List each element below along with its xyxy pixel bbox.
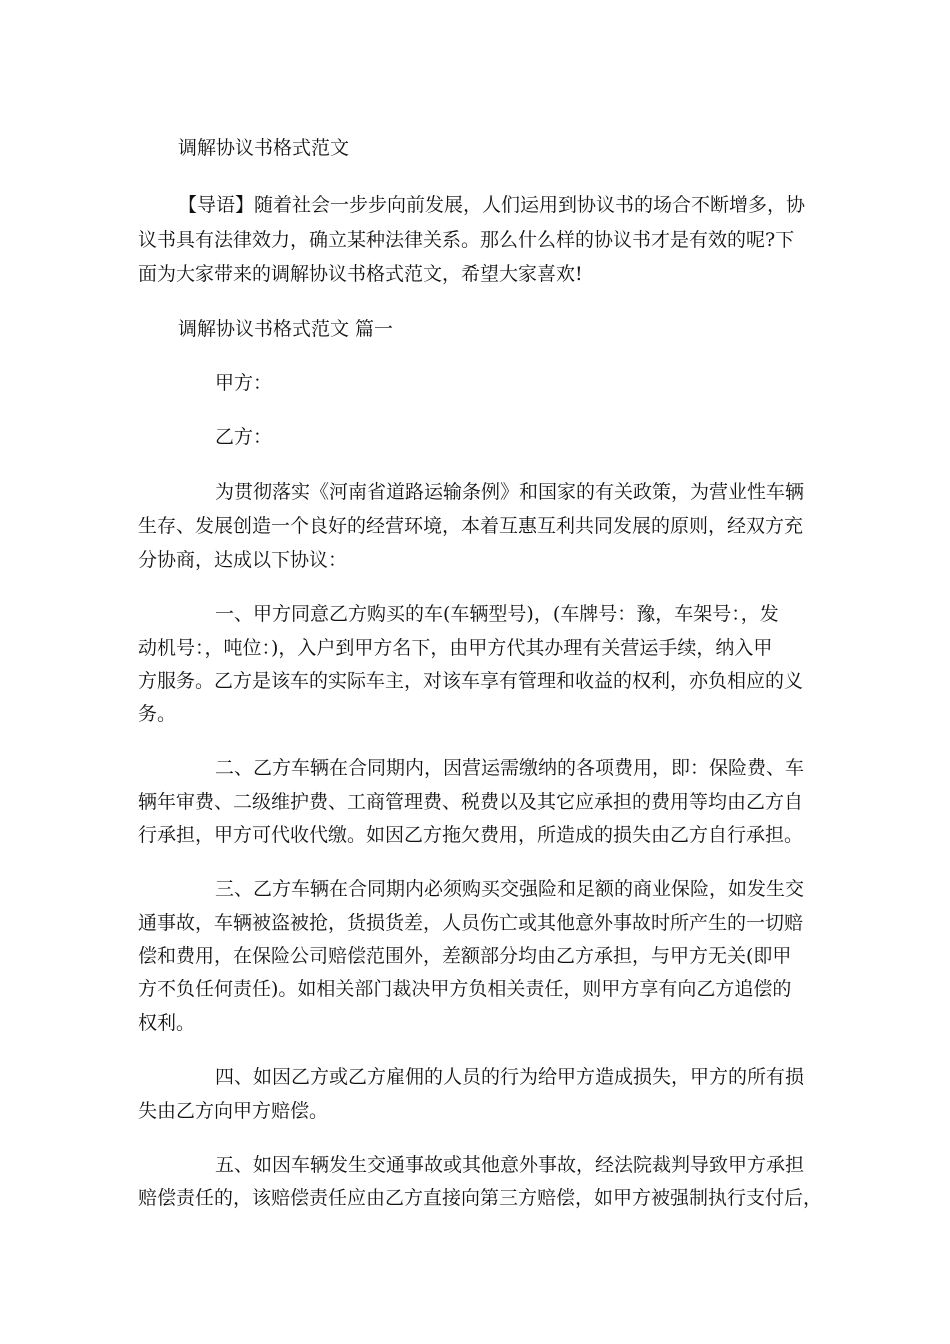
clause-1-line: 一、甲方同意乙方购买的车(车辆型号)，(车牌号：豫，车架号：，发	[215, 603, 779, 625]
intro-line: 议书具有法律效力，确立某种法律关系。那么什么样的协议书才是有效的呢?下	[138, 229, 795, 251]
clause-2-line: 行承担，甲方可代收代缴。如因乙方拖欠费用，所造成的损失由乙方自行承担。	[138, 824, 804, 846]
clause-1-line: 动机号：，吨位：)，入户到甲方名下，由甲方代其办理有关营运手续，纳入甲	[138, 637, 773, 659]
section-heading: 调解协议书格式范文 篇一	[178, 318, 394, 340]
clause-2-line: 辆年审费、二级维护费、工商管理费、税费以及其它应承担的费用等均由乙方自	[138, 791, 804, 813]
clause-3-line: 权利。	[138, 1012, 196, 1034]
intro-line: 【导语】随着社会一步步向前发展，人们运用到协议书的场合不断增多，协	[178, 194, 806, 216]
clause-3-line: 方不负任何责任)。如相关部门裁决甲方负相关责任，则甲方享有向乙方追偿的	[138, 978, 792, 1000]
clause-4-line: 失由乙方向甲方赔偿。	[138, 1100, 329, 1122]
clause-3-line: 偿和费用，在保险公司赔偿范围外，差额部分均由乙方承担，与甲方无关(即甲	[138, 945, 792, 967]
clause-1-line: 方服务。乙方是该车的实际车主，对该车享有管理和收益的权利，亦负相应的义	[138, 670, 804, 692]
clause-4-line: 四、如因乙方或乙方雇佣的人员的行为给甲方造成损失，甲方的所有损	[215, 1066, 805, 1088]
clause-3-line: 通事故，车辆被盗被抢，货损货差，人员伤亡或其他意外事故时所产生的一切赔	[138, 912, 804, 934]
party-b-label: 乙方：	[215, 426, 273, 448]
clause-1-line: 务。	[138, 703, 177, 725]
party-a-label: 甲方：	[215, 372, 273, 394]
preamble-line: 分协商，达成以下协议：	[138, 549, 348, 571]
preamble-line: 生存、发展创造一个良好的经营环境，本着互惠互利共同发展的原则，经双方充	[138, 515, 804, 537]
clause-5-line: 赔偿责任的，该赔偿责任应由乙方直接向第三方赔偿，如甲方被强制执行支付后，	[138, 1187, 823, 1209]
clause-3-line: 三、乙方车辆在合同期内必须购买交强险和足额的商业保险，如发生交	[215, 878, 805, 900]
clause-5-line: 五、如因车辆发生交通事故或其他意外事故，经法院裁判导致甲方承担	[215, 1154, 805, 1176]
intro-line: 面为大家带来的调解协议书格式范文，希望大家喜欢!	[138, 263, 583, 285]
preamble-line: 为贯彻落实《河南省道路运输条例》和国家的有关政策，为营业性车辆	[215, 481, 805, 503]
document-title: 调解协议书格式范文	[178, 137, 350, 159]
clause-2-line: 二、乙方车辆在合同期内，因营运需缴纳的各项费用，即：保险费、车	[215, 757, 805, 779]
